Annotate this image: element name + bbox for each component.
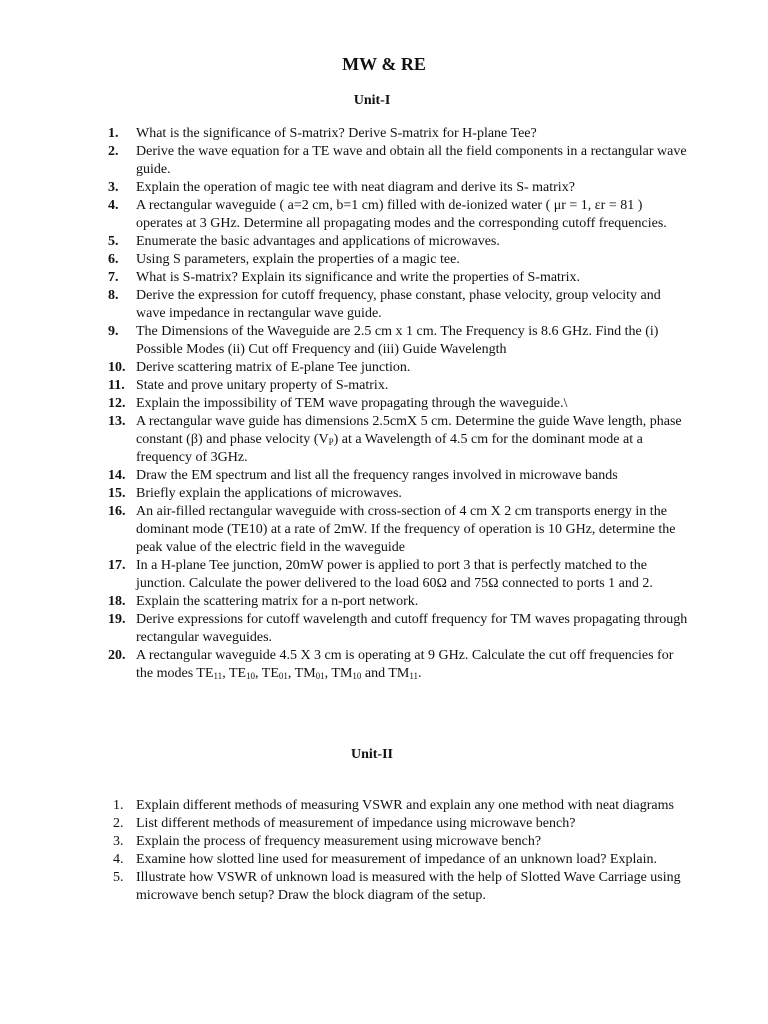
question-item [0, 869, 690, 905]
question-item [0, 647, 690, 683]
question-text: Derive expressions for cutoff wavelength and cutoff frequency for TM waves propagating through rectangular waveguides. [136, 612, 688, 645]
question-number: 1. [113, 798, 124, 813]
mode-separator: , [255, 666, 262, 681]
question-number: 10. [108, 360, 126, 375]
question-text: An air-filled rectangular waveguide with cross-section of 4 cm X 2 cm transports energy in the dominant mode (TE10) at a rate of 2mW. If the frequency of operation is 10 GHz, determine the peak value of the electric field in the waveguide [136, 504, 676, 555]
unit-1-heading: Unit-I [353, 93, 391, 108]
question-item [0, 269, 690, 287]
unit-2-question-list [0, 797, 690, 905]
question-item [0, 851, 690, 869]
question-text: In a H-plane Tee junction, 20mW power is applied to port 3 that is perfectly matched to the junction. Calculate the power delivered to the load 60Ω and 75Ω connected to ports 1 and 2. [136, 558, 653, 591]
question-text [136, 648, 673, 681]
mode-name: TE [261, 666, 279, 681]
mode-separator: , [222, 666, 229, 681]
question-text [136, 414, 682, 465]
mode-subscript: 01 [315, 671, 325, 681]
question-item [0, 593, 690, 611]
question-item [0, 557, 690, 593]
question-number: 9. [108, 324, 119, 339]
question-item [0, 485, 690, 503]
question-text: State and prove unitary property of S-matrix. [136, 378, 389, 393]
question-text: Explain the impossibility of TEM wave propagating through the waveguide.\ [136, 396, 568, 411]
question-item [0, 287, 690, 323]
question-text: List different methods of measurement of impedance using microwave bench? [136, 816, 576, 831]
question-text: Derive the expression for cutoff frequency, phase constant, phase velocity, group velocity and wave impedance in rectangular wave guide. [136, 288, 661, 321]
subscript: P [328, 437, 334, 447]
question-text: What is S-matrix? Explain its significance and write the properties of S-matrix. [136, 270, 580, 285]
question-text-part: A rectangular waveguide 4.5 X 3 cm is operating at 9 GHz. Calculate the cut off frequencies for the modes [136, 648, 674, 681]
question-item [0, 467, 690, 485]
question-item [0, 323, 690, 359]
question-item [0, 197, 690, 233]
question-number: 19. [108, 612, 126, 627]
question-item [0, 413, 690, 467]
question-number: 4. [108, 198, 119, 213]
question-text: A rectangular waveguide ( a=2 cm, b=1 cm) filled with de-ionized water ( μr = 1, εr = 81 ) operates at 3 GHz. Determine all propagating modes and the corresponding cutoff frequencies. [136, 198, 667, 231]
mode-separator: , [287, 666, 295, 681]
question-item [0, 251, 690, 269]
page-title: MW & RE [342, 54, 426, 74]
question-item [0, 815, 690, 833]
question-number: 15. [108, 486, 126, 501]
mode-subscript: 01 [278, 671, 288, 681]
question-text: Using S parameters, explain the properties of a magic tee. [136, 252, 460, 267]
mode-separator: . [418, 666, 422, 681]
question-item [0, 143, 690, 179]
question-number: 4. [113, 852, 124, 867]
question-number: 1. [108, 126, 119, 141]
question-text: Explain different methods of measuring VSWR and explain any one method with neat diagrams [136, 798, 674, 813]
question-item [0, 797, 690, 815]
question-number: 3. [113, 834, 124, 849]
question-number: 17. [108, 558, 126, 573]
question-text: Derive the wave equation for a TE wave and obtain all the field components in a rectangular wave guide. [136, 144, 687, 177]
question-text: Explain the operation of magic tee with neat diagram and derive its S- matrix? [136, 180, 575, 195]
question-item [0, 377, 690, 395]
mode-name: TE [228, 666, 247, 681]
unit-1-question-list [0, 125, 690, 683]
question-number: 8. [108, 288, 119, 303]
question-number: 5. [108, 234, 119, 249]
mode-subscript: 11 [213, 671, 223, 681]
question-number: 14. [108, 468, 126, 483]
question-item [0, 125, 690, 143]
question-number: 20. [108, 648, 126, 663]
question-text-part: ) at a Wavelength of 4.5 cm for the dominant mode at a frequency of 3GHz. [136, 432, 643, 465]
question-item [0, 611, 690, 647]
question-number: 7. [108, 270, 119, 285]
question-text: Briefly explain the applications of microwaves. [136, 486, 402, 501]
question-text: What is the significance of S-matrix? Derive S-matrix for H-plane Tee? [136, 126, 537, 141]
mode-separator: , [324, 666, 332, 681]
question-number: 11. [108, 378, 125, 393]
mode-separator: and [361, 666, 389, 681]
question-text: Illustrate how VSWR of unknown load is measured with the help of Slotted Wave Carriage using microwave bench setup? Draw the block diagram of the setup. [136, 870, 681, 903]
question-item [0, 395, 690, 413]
mode-name: TE [196, 666, 214, 681]
question-item [0, 833, 690, 851]
question-text-part: A rectangular wave guide has dimensions 2.5cmX 5 cm. Determine the guide Wave length, phase constant (β) and phase velocity (V [136, 414, 682, 447]
question-number: 2. [108, 144, 119, 159]
question-number: 16. [108, 504, 126, 519]
question-number: 13. [108, 414, 126, 429]
question-number: 2. [113, 816, 124, 831]
mode-subscript: 10 [246, 671, 256, 681]
question-item [0, 359, 690, 377]
question-text: Draw the EM spectrum and list all the frequency ranges involved in microwave bands [136, 468, 618, 483]
question-number: 5. [113, 870, 124, 885]
mode-subscript: 11 [409, 671, 419, 681]
question-number: 12. [108, 396, 126, 411]
mode-subscript: 10 [352, 671, 362, 681]
question-item [0, 179, 690, 197]
question-text: Explain the process of frequency measurement using microwave bench? [136, 834, 542, 849]
question-item [0, 233, 690, 251]
mode-name: TM [331, 666, 353, 681]
question-number: 18. [108, 594, 126, 609]
question-number: 3. [108, 180, 119, 195]
unit-2-heading: Unit-II [350, 747, 393, 762]
question-text: Explain the scattering matrix for a n-port network. [136, 594, 419, 609]
question-number: 6. [108, 252, 119, 267]
question-item [0, 503, 690, 557]
mode-name: TM [294, 666, 316, 681]
question-text: The Dimensions of the Waveguide are 2.5 cm x 1 cm. The Frequency is 8.6 GHz. Find the (i) Possible Modes (ii) Cut off Frequency and (iii) Guide Wavelength [136, 324, 659, 357]
question-text: Enumerate the basic advantages and applications of microwaves. [136, 234, 500, 249]
question-text: Derive scattering matrix of E-plane Tee junction. [136, 360, 411, 375]
question-text: Examine how slotted line used for measurement of impedance of an unknown load? Explain. [136, 852, 657, 867]
mode-name: TM [388, 666, 410, 681]
